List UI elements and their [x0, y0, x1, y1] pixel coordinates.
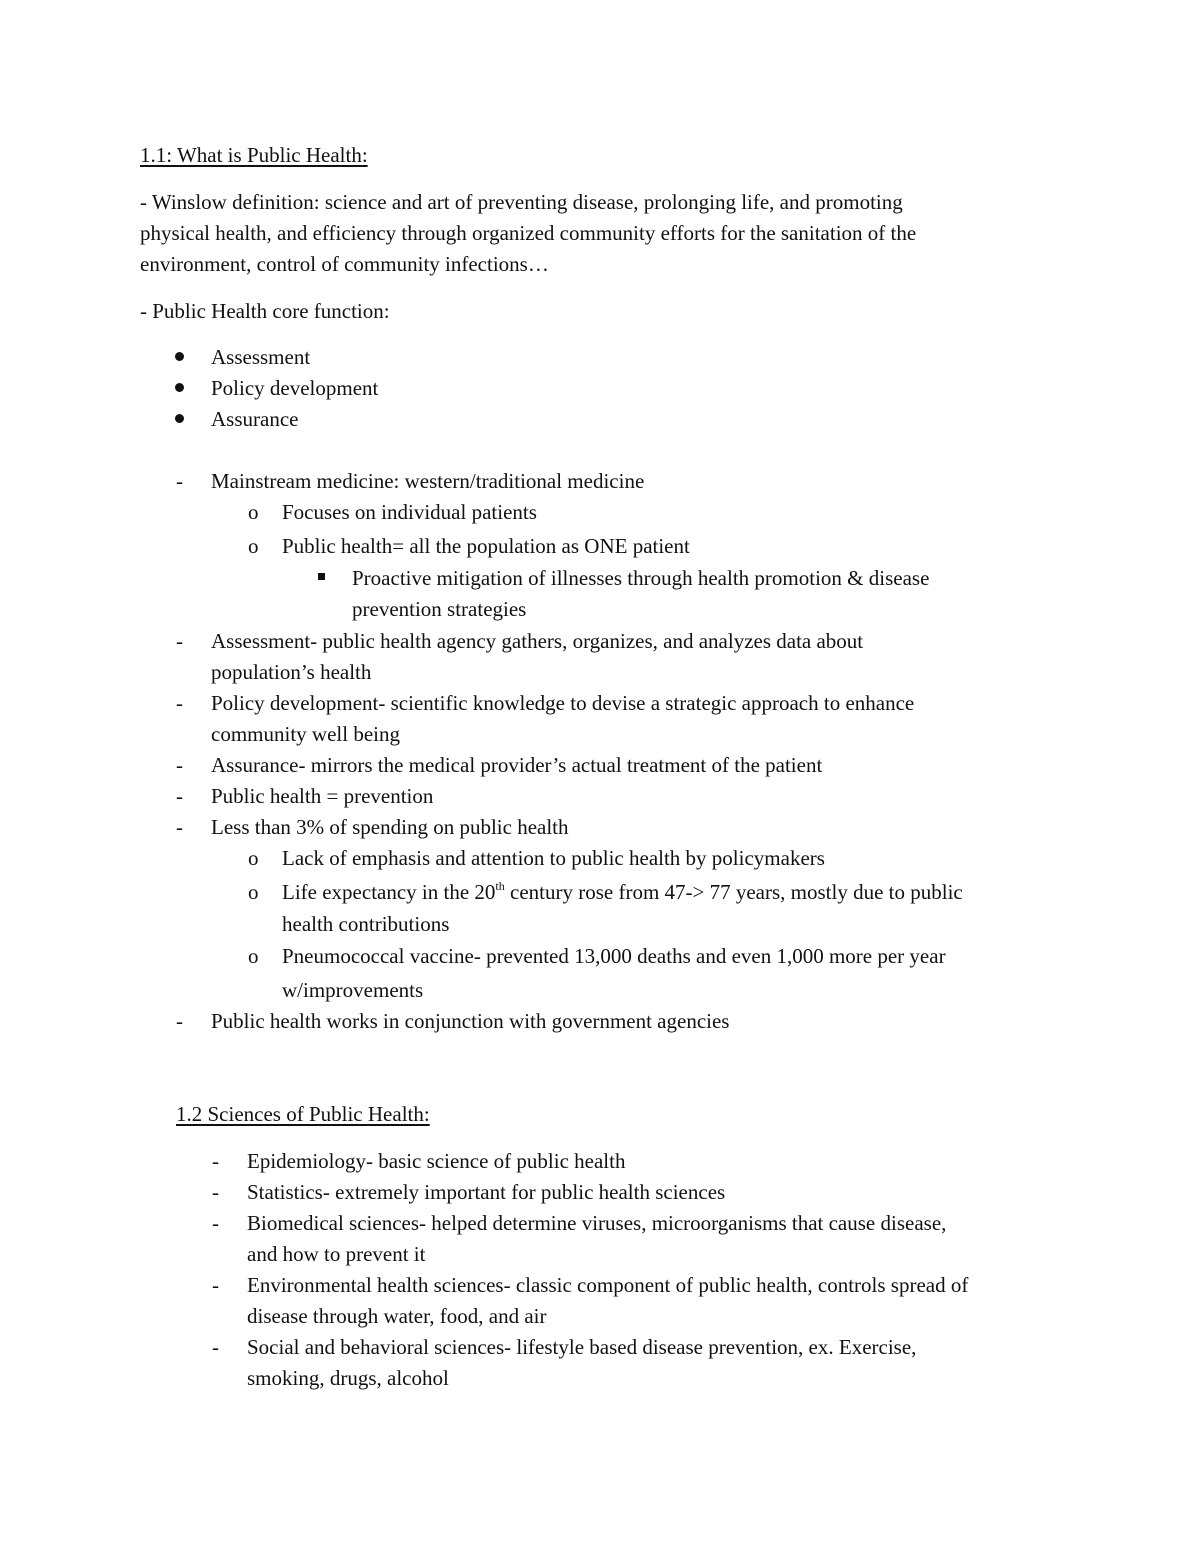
list-item-continuation: prevention strategies [352, 597, 527, 621]
circle-bullet-icon: o [248, 534, 259, 558]
winslow-definition-line: - Winslow definition: science and art of preventing disease, prolonging life, and promoting [140, 190, 903, 214]
list-item: Public health works in conjunction with government agencies [211, 1009, 730, 1033]
list-item-continuation: smoking, drugs, alcohol [247, 1366, 449, 1390]
dash-marker: - [176, 784, 183, 808]
list-item: Assessment [211, 345, 311, 369]
list-item: Assessment- public health agency gathers, organizes, and analyzes data about [211, 629, 864, 653]
list-item: Assurance- mirrors the medical provider’s actual treatment of the patient [211, 753, 823, 777]
dash-marker: - [176, 691, 183, 715]
superscript: th [495, 879, 505, 893]
list-item: Public health= all the population as ONE patient [282, 534, 690, 558]
list-item-continuation: w/improvements [282, 978, 424, 1002]
life-expectancy-text: century rose from 47-> 77 years, mostly due to public [504, 880, 963, 904]
list-item [282, 879, 963, 904]
list-item-continuation: and how to prevent it [247, 1242, 426, 1266]
circle-bullet-icon: o [248, 880, 259, 904]
list-item: Focuses on individual patients [282, 500, 537, 524]
dash-marker: - [212, 1149, 219, 1173]
winslow-definition-line: physical health, and efficiency through organized community efforts for the sanitation of the [140, 221, 917, 245]
section-heading: 1.2 Sciences of Public Health: [176, 1102, 430, 1126]
list-item: Biomedical sciences- helped determine viruses, microorganisms that cause disease, [247, 1211, 947, 1235]
circle-bullet-icon: o [248, 944, 259, 968]
square-bullet-icon [318, 573, 325, 580]
list-item: Pneumococcal vaccine- prevented 13,000 deaths and even 1,000 more per year [282, 944, 946, 968]
circle-bullet-icon: o [248, 846, 259, 870]
list-item-continuation: disease through water, food, and air [247, 1304, 547, 1328]
dash-marker: - [176, 1009, 183, 1033]
list-item: Statistics- extremely important for public health sciences [247, 1180, 726, 1204]
list-item: Mainstream medicine: western/traditional medicine [211, 469, 645, 493]
dash-marker: - [212, 1180, 219, 1204]
list-item: Policy development- scientific knowledge to devise a strategic approach to enhance [211, 691, 915, 715]
list-item: Epidemiology- basic science of public health [247, 1149, 626, 1173]
list-item: Lack of emphasis and attention to public health by policymakers [282, 846, 825, 870]
dash-marker: - [176, 815, 183, 839]
winslow-definition-line: environment, control of community infections… [140, 252, 549, 276]
section-heading: 1.1: What is Public Health: [140, 143, 368, 167]
list-item-continuation: community well being [211, 722, 400, 746]
core-function-label: - Public Health core function: [140, 299, 390, 323]
list-item-continuation: health contributions [282, 912, 450, 936]
list-item-continuation: population’s health [211, 660, 372, 684]
bullet-dot-icon [175, 414, 184, 423]
list-item: Less than 3% of spending on public health [211, 815, 569, 839]
list-item: Assurance [211, 407, 299, 431]
list-item: Social and behavioral sciences- lifestyle based disease prevention, ex. Exercise, [247, 1335, 917, 1359]
dash-marker: - [212, 1211, 219, 1235]
circle-bullet-icon: o [248, 500, 259, 524]
dash-marker: - [212, 1273, 219, 1297]
dash-marker: - [176, 753, 183, 777]
dash-marker: - [176, 629, 183, 653]
dash-marker: - [176, 469, 183, 493]
list-item: Public health = prevention [211, 784, 434, 808]
list-item: Policy development [211, 376, 379, 400]
bullet-dot-icon [175, 383, 184, 392]
life-expectancy-text: Life expectancy in the 20 [282, 880, 496, 904]
dash-marker: - [212, 1335, 219, 1359]
list-item: Proactive mitigation of illnesses through health promotion & disease [352, 566, 930, 590]
list-item: Environmental health sciences- classic component of public health, controls spread of [247, 1273, 969, 1297]
bullet-dot-icon [175, 352, 184, 361]
